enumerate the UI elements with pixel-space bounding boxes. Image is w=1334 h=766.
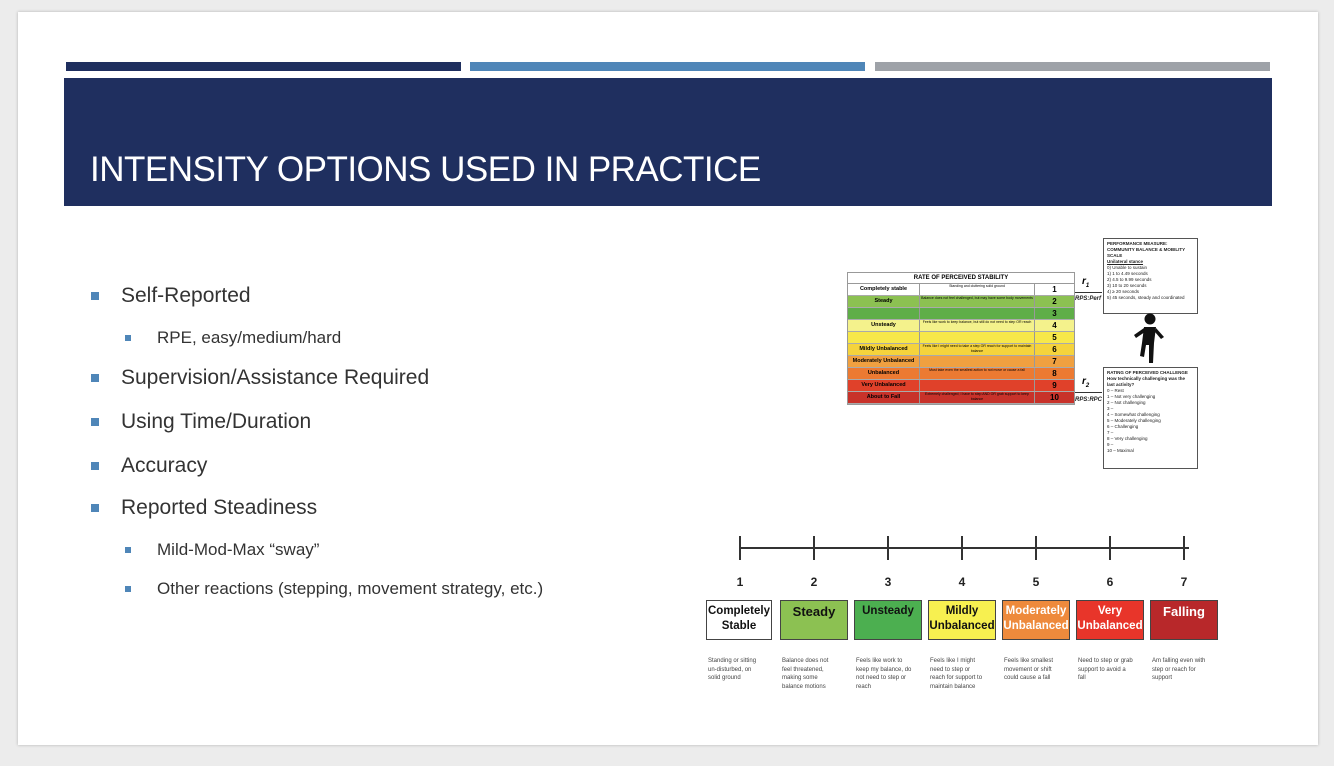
bullet-item: [91, 410, 311, 434]
rps-table: [847, 272, 1075, 405]
scale-level-box: Completely Stable: [706, 600, 772, 640]
balance-figure-icon: [1130, 313, 1166, 365]
scale-level-description: Am falling even with step or reach for support: [1152, 658, 1206, 681]
rps-row: [848, 380, 1074, 392]
bullet-marker: [125, 586, 131, 592]
bullet-marker: [91, 504, 99, 512]
scale-number: 1: [736, 575, 744, 589]
rps-row-num: 6: [1052, 345, 1057, 354]
scale-tick: [1183, 536, 1185, 560]
scale-line: 10 – Maximal: [1107, 448, 1134, 453]
sub-bullet-item: [125, 328, 341, 348]
scale-level-box: Falling: [1150, 600, 1218, 640]
performance-measure-box: [1103, 238, 1198, 314]
r2-symbol: $r_2$: [1082, 376, 1090, 389]
rps-row: [848, 320, 1074, 332]
rps-row-desc: Feels like work to keep balance, but still do not need to step OR reach: [920, 320, 1035, 331]
rps-row-label: Steady: [848, 296, 920, 307]
scale-line: 7 –: [1107, 430, 1114, 435]
rps-row-desc: Extremely challenged; I have to step AND OR grab support to keep balance: [920, 392, 1035, 403]
rps-row-num: 2: [1052, 297, 1057, 306]
r1-symbol: $r_1$: [1082, 276, 1090, 289]
bullet-marker: [91, 462, 99, 470]
bullet-text: Supervision/Assistance Required: [121, 366, 430, 389]
rps-row: [848, 308, 1074, 320]
rps-table-title: RATE OF PERCEIVED STABILITY: [848, 273, 1074, 284]
rps-row: [848, 344, 1074, 356]
rps-row-label: About to Fall: [848, 392, 920, 403]
scale-number: 6: [1106, 575, 1114, 589]
scale-level-box: Moderately Unbalanced: [1002, 600, 1070, 640]
slide-title: INTENSITY OPTIONS USED IN PRACTICE: [90, 150, 761, 189]
scale-number: 4: [958, 575, 966, 589]
rps-row-desc: [920, 308, 1035, 319]
scale-level-box: Unsteady: [854, 600, 922, 640]
rps-row: [848, 296, 1074, 308]
bullet-text: Accuracy: [121, 454, 208, 477]
rps-row: [848, 368, 1074, 380]
rps-row: [848, 284, 1074, 296]
scale-tick: [961, 536, 963, 560]
scale-line: 1) 1 to 4.49 seconds: [1107, 271, 1148, 276]
rps-row-desc: Feels like I might need to take a step OR reach for support to maintain balance: [920, 344, 1035, 355]
rps-row: [848, 392, 1074, 404]
arrow-perf: [1075, 292, 1102, 293]
sub-bullet-item: [125, 579, 543, 599]
rps-row-desc: Must take even the smallest action to not move or cause a fall: [920, 368, 1035, 379]
rps-row-label: Unsteady: [848, 320, 920, 331]
scale-line: 5) 45 seconds, steady and coordinated: [1107, 295, 1185, 300]
scale-line: 0) Unable to sustain: [1107, 265, 1148, 270]
rps-row-num: 8: [1052, 369, 1057, 378]
rps-row-label: Moderately Unbalanced: [848, 356, 920, 367]
perf-heading: PERFORMANCE MEASURE: COMMUNITY BALANCE & MOBILITY SCALE: [1107, 241, 1186, 258]
scale-tick: [1035, 536, 1037, 560]
scale-level-description: Standing or sitting un-disturbed, on solid ground: [708, 658, 757, 681]
rps-row-label: Unbalanced: [848, 368, 920, 379]
bullet-text: Reported Steadiness: [121, 496, 318, 519]
scale-tick: [813, 536, 815, 560]
rps-table-body: [848, 284, 1074, 404]
scale-line: 3 –: [1107, 406, 1114, 411]
rps-row: [848, 332, 1074, 344]
bullet-text: Self-Reported: [121, 284, 251, 307]
bullet-marker: [91, 418, 99, 426]
rps-row-label: [848, 308, 920, 319]
scale-number: 5: [1032, 575, 1040, 589]
rps-row-label: Very Unbalanced: [848, 380, 920, 391]
scale-line: 8 – Very challenging: [1107, 436, 1148, 441]
rps-row-desc: [920, 332, 1035, 343]
rps-row-desc: [920, 356, 1035, 367]
scale-line: 6 – Challenging: [1107, 424, 1139, 429]
rps-row-label: Mildly Unbalanced: [848, 344, 920, 355]
stripe-gray: [875, 62, 1270, 71]
bullet-marker: [125, 335, 131, 341]
scale-line: 4 – Somewhat challenging: [1107, 412, 1160, 417]
challenge-lines: [1107, 388, 1194, 454]
rps-row-desc: [920, 380, 1035, 391]
perf-sub: Unilateral stance: [1107, 259, 1144, 264]
scale-line: 1 – Not very challenging: [1107, 394, 1156, 399]
rps-row-num: 1: [1052, 285, 1057, 294]
scale-level-description: Feels like I might need to step or reach for support to maintain balance: [930, 658, 983, 690]
scale-number: 3: [884, 575, 892, 589]
scale-level-box: Mildly Unbalanced: [928, 600, 996, 640]
scale-level-description: Feels like smallest movement or shift could cause a fall: [1004, 658, 1054, 681]
slide: [18, 12, 1318, 745]
bullet-marker: [91, 374, 99, 382]
scale-tick: [739, 536, 741, 560]
scale-level-box: Steady: [780, 600, 848, 640]
bullet-marker: [125, 547, 131, 553]
arrow-rpc: [1075, 392, 1102, 393]
rps-row-num: 5: [1052, 333, 1057, 342]
bullet-item: [91, 454, 207, 478]
bullet-item: [91, 284, 251, 308]
rps-row-desc: Balance does not feel challenged, but may have some body movements: [920, 296, 1035, 307]
scale-number: 7: [1180, 575, 1188, 589]
bullet-text: Using Time/Duration: [121, 410, 312, 433]
scale-line: 2) 4.5 to 9.99 seconds: [1107, 277, 1152, 282]
bullet-item: [91, 366, 429, 390]
rps-row: [848, 356, 1074, 368]
perf-lines: [1107, 265, 1194, 301]
scale-line: 3) 10 to 20 seconds: [1107, 283, 1147, 288]
rps-row-num: 4: [1052, 321, 1057, 330]
scale-level-box: Very Unbalanced: [1076, 600, 1144, 640]
scale-level-description: Need to step or grab support to avoid a fall: [1078, 658, 1133, 681]
challenge-heading: RATING OF PERCEIVED CHALLENGE How technically challenging was the last activity?: [1107, 370, 1188, 387]
bullet-item: [91, 496, 317, 520]
bullet-text: Mild-Mod-Max “sway”: [157, 540, 320, 559]
scale-line: 4) ≥ 20 seconds: [1107, 289, 1139, 294]
stripe-dark: [66, 62, 461, 71]
r2-label: RPS:RPC: [1075, 397, 1103, 403]
rps-row-label: Completely stable: [848, 284, 920, 295]
scale-tick: [887, 536, 889, 560]
sub-bullet-item: [125, 540, 319, 560]
bullet-text: Other reactions (stepping, movement strategy, etc.): [157, 579, 544, 598]
scale-level-description: Balance does not feel threatened, making some balance motions: [782, 658, 829, 690]
rps-row-num: 9: [1052, 381, 1057, 390]
rps-row-num: 7: [1052, 357, 1057, 366]
rps-row-desc: Standing and cluttering solid ground: [920, 284, 1035, 295]
scale-tick: [1109, 536, 1111, 560]
title-banner: [64, 78, 1272, 206]
scale-line: 0 – Rest: [1107, 388, 1124, 393]
r1-label: RPS:Perf: [1075, 296, 1102, 302]
scale-number: 2: [810, 575, 818, 589]
scale-line: 9 –: [1107, 442, 1114, 447]
stripe-blue: [470, 62, 865, 71]
rps-row-num: 10: [1050, 393, 1059, 402]
bullet-text: RPE, easy/medium/hard: [157, 328, 342, 347]
scale-line: 2 – Not challenging: [1107, 400, 1146, 405]
perceived-challenge-box: [1103, 367, 1198, 469]
bullet-marker: [91, 292, 99, 300]
rps-row-label: [848, 332, 920, 343]
rps-row-num: 3: [1052, 309, 1057, 318]
scale-level-description: Feels like work to keep my balance, do not need to step or reach: [856, 658, 912, 690]
scale-line: 5 – Moderately challenging: [1107, 418, 1161, 423]
scale-axis: [740, 547, 1189, 549]
